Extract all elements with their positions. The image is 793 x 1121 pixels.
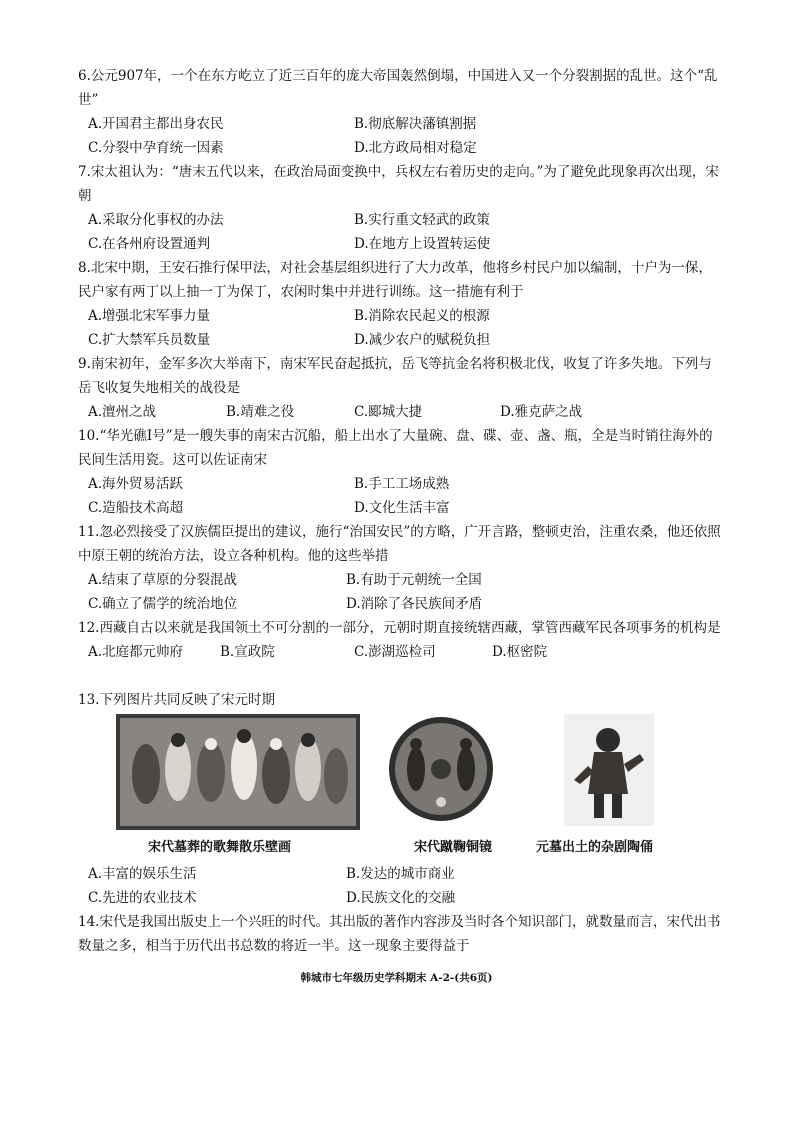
question-stem: 7.宋太祖认为：“唐末五代以来，在政治局面变换中，兵权左右着历史的走向。”为了避免此现象再次出现，宋朝	[78, 164, 719, 204]
option-b[interactable]: B.有助于元朝统一全国	[346, 572, 482, 588]
option-a[interactable]: A.北庭都元帅府	[88, 644, 184, 660]
option-a[interactable]: A.丰富的娱乐生活	[88, 866, 197, 882]
option-c[interactable]: C.在各州府设置通判	[88, 236, 211, 252]
mural-painting-icon	[116, 714, 360, 830]
page-footer: 韩城市七年级历史学科期末 A-2-(共6页)	[300, 972, 493, 984]
option-d[interactable]: D.文化生活丰富	[354, 500, 450, 516]
options	[78, 568, 724, 616]
option-b[interactable]: B.宣政院	[220, 644, 275, 660]
options	[78, 472, 724, 520]
option-c[interactable]: C.分裂中孕育统一因素	[88, 140, 224, 156]
option-b[interactable]: B.手工工场成熟	[354, 476, 450, 492]
options	[78, 862, 724, 910]
question-stem: 13.下列图片共同反映了宋元时期	[78, 692, 275, 708]
question-13-images	[116, 714, 716, 862]
option-b[interactable]: B.发达的城市商业	[346, 866, 455, 882]
option-c[interactable]: C.澎湖巡检司	[354, 644, 436, 660]
option-d[interactable]: D.民族文化的交融	[346, 890, 456, 906]
option-b[interactable]: B.靖难之役	[226, 404, 295, 420]
question-6	[78, 64, 724, 160]
option-a[interactable]: A.澶州之战	[88, 404, 157, 420]
option-a[interactable]: A.采取分化事权的办法	[88, 212, 224, 228]
option-d[interactable]: D.枢密院	[492, 644, 548, 660]
option-a[interactable]: A.增强北宋军事力量	[88, 308, 211, 324]
question-12	[78, 616, 724, 664]
question-8	[78, 256, 724, 352]
question-13	[78, 688, 724, 712]
option-a[interactable]: A.海外贸易活跃	[88, 476, 184, 492]
image-caption: 元墓出土的杂剧陶俑	[536, 840, 654, 855]
option-c[interactable]: C.先进的农业技术	[88, 890, 197, 906]
options	[78, 304, 724, 352]
question-stem: 12.西藏自古以来就是我国领土不可分割的一部分，元朝时期直接统辖西藏，掌管西藏军民各项事务的机构是	[78, 620, 721, 636]
bronze-mirror-icon	[386, 714, 496, 824]
question-14	[78, 910, 724, 958]
option-d[interactable]: D.北方政局相对稳定	[354, 140, 477, 156]
option-d[interactable]: D.在地方上设置转运使	[354, 236, 491, 252]
question-10	[78, 424, 724, 520]
options	[78, 208, 724, 256]
question-stem: 11.忽必烈接受了汉族儒臣提出的建议，施行“治国安民”的方略，广开言路，整顿吏治，注重农桑，他还依照中原王朝的统治方法，设立各种机构。他的这些举措	[78, 524, 721, 564]
question-7	[78, 160, 724, 256]
option-c[interactable]: C.扩大禁军兵员数量	[88, 332, 211, 348]
question-11	[78, 520, 724, 616]
question-stem: 6.公元907年，一个在东方屹立了近三百年的庞大帝国轰然倒塌，中国进入又一个分裂割据的乱世。这个“乱世”	[78, 68, 718, 108]
question-9	[78, 352, 724, 424]
option-b[interactable]: B.消除农民起义的根源	[354, 308, 490, 324]
option-b[interactable]: B.彻底解决藩镇割据	[354, 116, 477, 132]
options	[78, 112, 724, 160]
option-d[interactable]: D.减少农户的赋税负担	[354, 332, 491, 348]
options	[78, 640, 724, 664]
option-c[interactable]: C.确立了儒学的统治地位	[88, 596, 238, 612]
question-13-options	[78, 862, 724, 910]
option-a[interactable]: A.开国君主都出身农民	[88, 116, 224, 132]
option-c[interactable]: C.造船技术高超	[88, 500, 184, 516]
option-a[interactable]: A.结束了草原的分裂混战	[88, 572, 238, 588]
question-stem: 8.北宋中期，王安石推行保甲法，对社会基层组织进行了大力改革，他将乡村民户加以编制，十户为一保，民户家有两丁以上抽一丁为保丁，农闲时集中并进行训练。这一措施有利于	[78, 260, 712, 300]
option-c[interactable]: C.郾城大捷	[354, 404, 423, 420]
option-b[interactable]: B.实行重文轻武的政策	[354, 212, 490, 228]
image-caption: 宋代墓葬的歌舞散乐壁画	[148, 840, 292, 855]
image-caption: 宋代蹴鞠铜镜	[414, 840, 493, 855]
option-d[interactable]: D.消除了各民族间矛盾	[346, 596, 483, 612]
question-stem: 9.南宋初年，金军多次大举南下，南宋军民奋起抵抗，岳飞等抗金名将积极北伐，收复了许多失地。下列与岳飞收复失地相关的战役是	[78, 356, 712, 396]
pottery-figurine-icon	[564, 714, 654, 826]
option-d[interactable]: D.雅克萨之战	[500, 404, 583, 420]
question-stem: 14.宋代是我国出版史上一个兴旺的时代。其出版的著作内容涉及当时各个知识部门，就数量而言，宋代出书数量之多，相当于历代出书总数的将近一半。这一现象主要得益于	[78, 914, 721, 954]
options	[78, 400, 724, 424]
question-stem: 10.“华光礁Ⅰ号”是一艘失事的南宋古沉船，船上出水了大量碗、盘、碟、壶、盏、瓶，全是当时销往海外的民间生活用瓷。这可以佐证南宋	[78, 428, 713, 468]
